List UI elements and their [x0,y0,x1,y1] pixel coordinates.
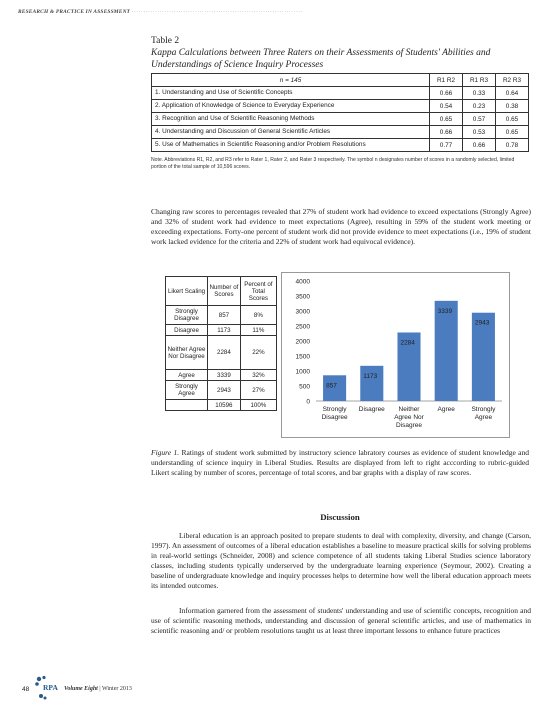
bar [435,301,458,401]
table-row [152,100,529,113]
paragraph: Liberal education is an approach posited to prepare students to deal with complexity, diversity, and change (Carson, 1997). An assessment of outcomes of a liberal education establishes a baseline to measure practical skills for solving problems in real-world settings (Schneider, 2008) and science competence of all students taking Liberal Studies science laboratory classes, including students typically underserved by the undergraduate learning experience (Seymour, 2002). Creating a baseline of undergraduate knowledge and inquiry processes helps to determine how well the liberal education approach meets its intended outcomes. [151,531,531,591]
y-tick-label: 3500 [295,293,310,301]
row-description: 2. Application of Knowledge of Science to Everyday Experience [152,100,430,113]
kappa-header-n: n = 145 [152,74,430,87]
x-tick-label: Agree [437,406,455,413]
figure-caption [151,448,529,479]
likert-table [165,276,277,411]
rpa-logo [34,675,64,701]
x-tick-label: Strongly Agree [471,406,496,421]
kappa-value: 0.33 [463,87,496,100]
y-tick-label: 0 [306,398,310,406]
issue-label: Winter 2013 [101,686,132,692]
likert-percent: 32% [240,370,276,381]
x-tick-label: Strongly Disagree [321,406,348,421]
volume-info: Volume Eight | Winter 2013 [64,686,132,692]
running-head-text: RESEARCH & PRACTICE IN ASSESSMENT [18,9,131,15]
kappa-value: 0.77 [430,139,463,152]
likert-scale: Neither Agree Nor Disagree [166,336,208,370]
kappa-value: 0.54 [430,100,463,113]
kappa-value: 0.65 [496,126,529,139]
row-description: 1. Understanding and Use of Scientific Concepts [152,87,430,100]
kappa-header-r1r3: R1 R3 [463,74,496,87]
likert-number: 1173 [208,325,241,336]
row-description: 5. Use of Mathematics in Scientific Reasoning and/or Problem Resolutions [152,139,430,152]
table-label: Table 2 [151,36,180,46]
kappa-value: 0.78 [496,139,529,152]
x-tick-label: Neither Agree Nor Disagree [394,406,424,429]
table-row [166,336,277,370]
likert-scale: Strongly Agree [166,381,208,400]
table-row [152,139,529,152]
likert-percent: 27% [240,381,276,400]
table-row [152,87,529,100]
volume-label: Volume Eight [64,686,98,692]
likert-total-row [166,400,277,411]
paragraph: Information garnered from the assessment of students' understanding and use of scientific concepts, recognition and use of scientific reasoning methods, understanding and discussion of general scientific articles, and use of mathematics in scientific reasoning and/ or problem resolutions taught us at least three important lessons to enhance future practices [151,606,531,636]
likert-number: 2284 [208,336,241,370]
table-note: Note. Abbreviations R1, R2, and R3 refer to Rater 1, Rater 2, and Rater 3 respectively. The symbol n designates number of scores in a randomly selected, limited portion of the total sample of 10,596 scores. [151,157,515,171]
likert-scale: Disagree [166,325,208,336]
likert-scale: Strongly Disagree [166,306,208,325]
table-row [166,306,277,325]
bar-chart-svg [282,273,509,437]
bar-data-label: 2943 [474,319,490,327]
kappa-header-r1r2: R1 R2 [430,74,463,87]
bar-data-label: 3339 [437,307,453,315]
kappa-table [151,73,529,152]
y-tick-label: 1000 [295,368,310,376]
bar [360,366,383,401]
bar-data-label: 1173 [363,372,378,380]
running-head [18,9,358,15]
likert-header-percent: Percent of Total Scores [240,277,276,306]
likert-total-percent: 100% [240,400,276,411]
kappa-value: 0.57 [463,113,496,126]
bar-chart [281,272,510,438]
figure-label: Figure 1. [151,448,180,457]
likert-header-row [166,277,277,306]
likert-percent: 8% [240,306,276,325]
likert-total-blank [166,400,208,411]
kappa-value: 0.66 [430,87,463,100]
table-title: Kappa Calculations between Three Raters on their Assessments of Students' Abilities and Understandings of Science Inquiry Processes [151,48,491,70]
row-description: 3. Recognition and Use of Scientific Reasoning Methods [152,113,430,126]
y-tick-label: 500 [299,383,310,391]
x-tick-label: Disagree [358,406,385,413]
section-heading: Discussion [320,512,360,522]
kappa-value: 0.23 [463,100,496,113]
kappa-value: 0.65 [430,113,463,126]
row-description: 4. Understanding and Discussion of General Scientific Articles [152,126,430,139]
bar-data-label: 2284 [400,339,415,347]
likert-header-number: Number of Scores [208,277,241,306]
likert-number: 857 [208,306,241,325]
likert-number: 2943 [208,381,241,400]
kappa-value: 0.66 [463,139,496,152]
likert-percent: 11% [240,325,276,336]
page-number: 48 [22,686,30,693]
likert-header-scaling: Likert Scaling [166,277,208,306]
kappa-value: 0.66 [430,126,463,139]
kappa-value: 0.53 [463,126,496,139]
table-row [166,381,277,400]
figure-caption-text: Ratings of student work submitted by instructory science labratory courses as evidence of student knowledge and understanding of science inquiry in Liberal Studies. Results are displayed from left to right acccording to rubric-guided Likert scaling by number of scores, percentage of total scores, and bar graphs with a display of raw scores. [151,448,530,478]
kappa-value: 0.65 [496,113,529,126]
likert-number: 3339 [208,370,241,381]
table-row [166,325,277,336]
likert-total-number: 10596 [208,400,241,411]
bar-data-label: 857 [326,382,337,390]
table-row [166,370,277,381]
kappa-value: 0.64 [496,87,529,100]
table-row [152,126,529,139]
kappa-header-r2r3: R2 R3 [496,74,529,87]
table-row [152,113,529,126]
kappa-header-row [152,74,529,87]
likert-percent: 22% [240,336,276,370]
kappa-value: 0.38 [496,100,529,113]
likert-scale: Agree [166,370,208,381]
running-head-leader: ········································································· [131,9,304,15]
y-tick-label: 2000 [295,338,310,346]
logo-text: RPA [43,683,58,692]
y-tick-label: 1500 [295,353,310,361]
paragraph: Changing raw scores to percentages revealed that 27% of student work had evidence to exceed expectations (Strongly Agree) and 32% of student work had evidence to meet expectations (Agree), resulting in 59% of the student work meeting or exceeding expectations. Forty-one percent of student work did not provide evidence to meet expectations (i.e., 19% of student work lacked evidence for the criteria and 22% of student work had equivocal evidence). [151,207,531,247]
y-tick-label: 3000 [295,308,310,316]
y-tick-label: 4000 [295,278,310,286]
y-tick-label: 2500 [295,323,310,331]
